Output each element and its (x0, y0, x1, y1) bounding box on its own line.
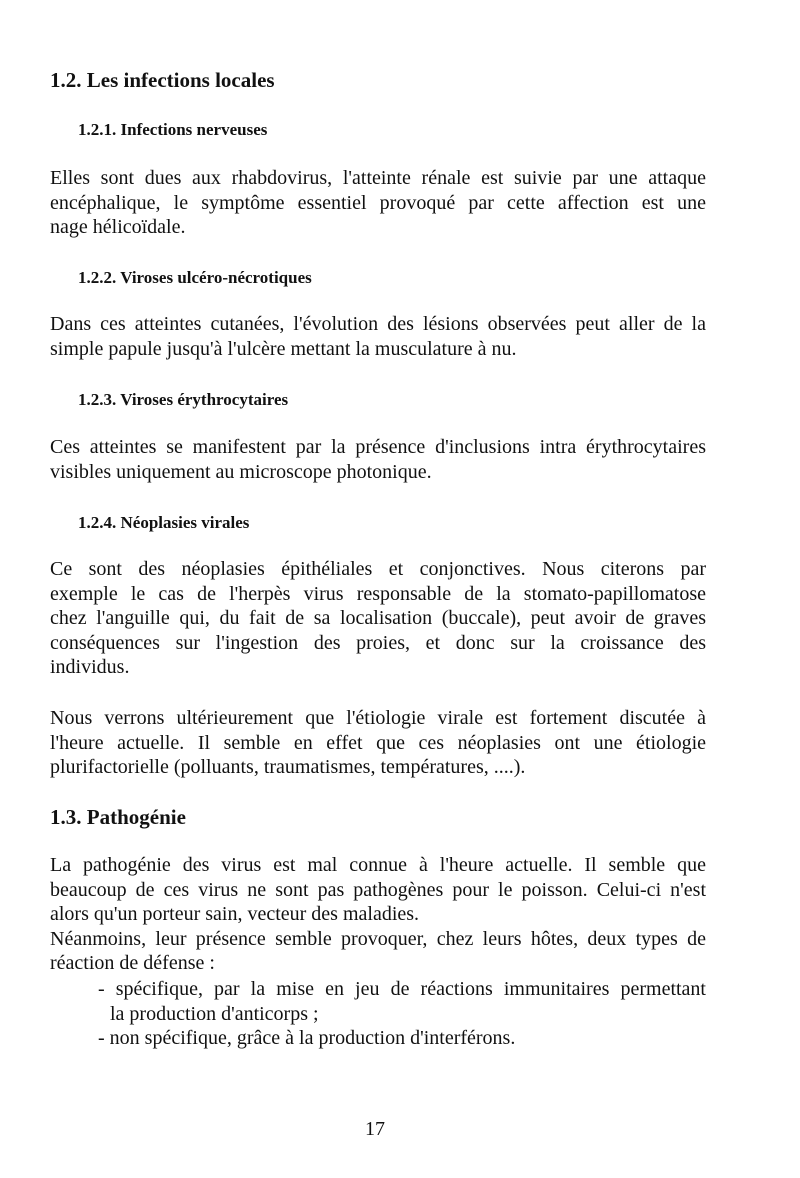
list-item-line: - non spécifique, grâce à la production d'interférons. (98, 1027, 516, 1050)
bullet-list (50, 977, 706, 1051)
page-number: 17 (365, 1118, 385, 1140)
text-line: réaction de défense : (50, 952, 215, 975)
heading-text: 1.2.1. Infections nerveuses (78, 120, 268, 139)
heading-text: 1.2.2. Viroses ulcéro-nécrotiques (78, 268, 312, 287)
text-line: chez l'anguille qui, du fait de sa localisation (buccale), peut avoir de graves (50, 607, 706, 630)
text-line: conséquences sur l'ingestion des proies, et donc sur la croissance des (50, 631, 706, 654)
paragraph (50, 706, 706, 780)
text-line: visibles uniquement au microscope photonique. (50, 460, 432, 483)
section-heading (50, 68, 706, 93)
text-line: Dans ces atteintes cutanées, l'évolution des lésions observées peut aller de la (50, 313, 706, 335)
text-line: alors qu'un porteur sain, vecteur des maladies. (50, 903, 420, 926)
text-line: plurifactorielle (polluants, traumatismes, températures, ....). (50, 756, 526, 779)
text-line: beaucoup de ces virus ne sont pas pathogènes pour le poisson. Celui-ci n'est (50, 878, 706, 901)
paragraph (50, 853, 706, 976)
text-line: individus. (50, 656, 130, 679)
text-line: l'heure actuelle. Il semble en effet que ces néoplasies ont une étiologie (50, 731, 706, 754)
text-line: Elles sont dues aux rhabdovirus, l'atteinte rénale est suivie par une attaque (50, 167, 706, 189)
paragraph (50, 557, 706, 680)
text-line: La pathogénie des virus est mal connue à l'heure actuelle. Il semble que (50, 854, 706, 876)
heading-text: 1.2. Les infections locales (50, 68, 275, 92)
heading-text: 1.3. Pathogénie (50, 805, 186, 829)
paragraph (50, 166, 706, 240)
text-line: simple papule jusqu'à l'ulcère mettant la musculature à nu. (50, 337, 517, 360)
text-line: Ce sont des néoplasies épithéliales et conjonctives. Nous citerons par (50, 558, 706, 580)
text-line: exemple le cas de l'herpès virus responsable de la stomato-papillomatose (50, 582, 706, 605)
text-line: nage hélicoïdale. (50, 216, 186, 239)
text-line: Néanmoins, leur présence semble provoquer, chez leurs hôtes, deux types de (50, 927, 706, 950)
section-heading (50, 805, 706, 830)
text-line: Nous verrons ultérieurement que l'étiologie virale est fortement discutée à (50, 707, 706, 729)
subsection-heading (78, 118, 734, 143)
list-item-line: la production d'anticorps ; (110, 1002, 319, 1025)
subsection-heading (78, 266, 734, 291)
heading-text: 1.2.4. Néoplasies virales (78, 513, 250, 532)
heading-text: 1.2.3. Viroses érythrocytaires (78, 390, 289, 409)
list-item-line: - spécifique, par la mise en jeu de réactions immunitaires permettant (98, 978, 706, 1000)
text-line: encéphalique, le symptôme essentiel provoqué par cette affection est une (50, 191, 706, 214)
paragraph (50, 435, 706, 484)
subsection-heading (78, 388, 734, 413)
paragraph (50, 312, 706, 361)
subsection-heading (78, 511, 734, 536)
text-line: Ces atteintes se manifestent par la présence d'inclusions intra érythrocytaires (50, 436, 706, 458)
